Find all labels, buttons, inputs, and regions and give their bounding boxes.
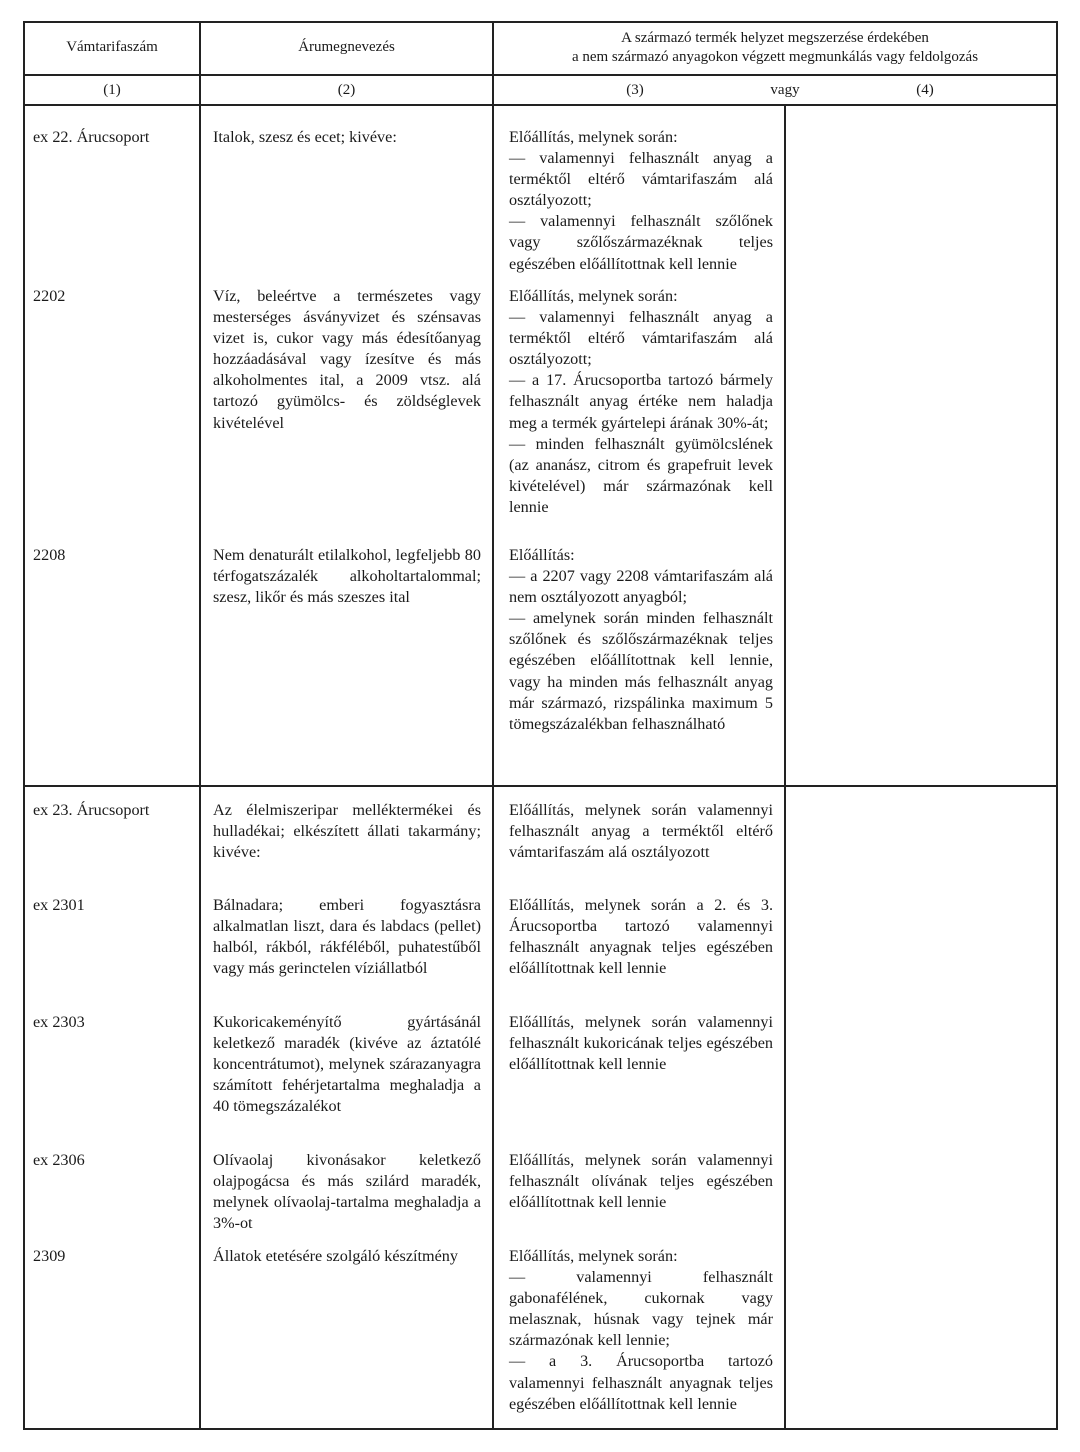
row-code: ex 2301 <box>33 896 85 914</box>
row-rule <box>509 800 773 863</box>
column-divider-1-2 <box>199 21 201 1429</box>
header-col34-line1: A származó termék helyzet megszerzése érdekében <box>621 30 929 46</box>
row-rule <box>509 1150 773 1213</box>
column-divider-3-4 <box>784 104 786 1429</box>
rule-paragraph: Előállítás, melynek során valamennyi felhasznált anyag a terméktől eltérő vámtarifaszám alá osztályozott <box>509 801 773 862</box>
rule-paragraph: Előállítás, melynek során: <box>509 287 678 305</box>
row-rule <box>509 1012 773 1075</box>
header-col34-line2: a nem származó anyagokon végzett megmunkálás vagy feldolgozás <box>571 49 979 65</box>
rule-paragraph: — valamennyi felhasznált gabonafélének, cukornak vagy melasznak, húsnak vagy tejnek már származónak kell lennie; <box>509 1268 773 1350</box>
rule-paragraph: — valamennyi felhasznált anyag a terméktől eltérő vámtarifaszám alá osztályozott; <box>509 308 773 369</box>
rule-paragraph: Előállítás: <box>509 546 575 564</box>
rule-paragraph: Előállítás, melynek során valamennyi felhasznált olívának teljes egészében előállítottnak kell lennie <box>509 1151 773 1212</box>
column-divider-2-3 <box>492 21 494 1429</box>
row-description: Víz, beleértve a természetes vagy mesterséges ásványvizet és szénsavas vizet is, cukor vagy más édesítőanyag hozzáadásával vagy ízesítve és más alkoholmentes ital, a 2009 vtsz. alá tartozó gyümölcs- és zöldséglevek kivételével <box>213 287 481 432</box>
row-code: ex 23. Árucsoport <box>33 801 150 819</box>
row-description: Italok, szesz és ecet; kivéve: <box>213 128 397 146</box>
row-description: Nem denaturált etilalkohol, legfeljebb 80 térfogatszázalék alkoholtartalommal; szesz, likőr és más szeszes ital <box>213 546 481 607</box>
row-description: Állatok etetésére szolgáló készítmény <box>213 1247 458 1265</box>
row-rule <box>509 127 773 275</box>
rule-paragraph: — a 2207 vagy 2208 vámtarifaszám alá nem osztályozott anyagból; <box>509 567 773 607</box>
table-right-border <box>1056 21 1058 1429</box>
chapter-divider <box>23 785 1058 787</box>
row-description: Olívaolaj kivonásakor keletkező olajpogácsa és más szilárd maradék, melynek olívaolaj-tartalma meghaladja a 3%-ot <box>213 1151 481 1233</box>
row-description: Kukoricakeményítő gyártásánál keletkező maradék (kivéve az áztatólé koncentrátumot), melynek szárazanyagra számított fehérjetartalma meghaladja a 40 tömegszázalékot <box>213 1013 481 1116</box>
header-num2: (2) <box>337 82 356 98</box>
rule-paragraph: — valamennyi felhasznált szőlőnek vagy szőlőszármazéknak teljes egészében előállítottnak kell lennie <box>509 212 773 273</box>
rule-paragraph: Előállítás, melynek során a 2. és 3. Árucsoportba tartozó valamennyi felhasznált anyagnak teljes egészében előállítottnak kell lennie <box>509 896 773 978</box>
header-num1: (1) <box>103 82 121 98</box>
header-col2: Árumegnevezés <box>298 39 395 55</box>
row-code: 2208 <box>33 546 66 564</box>
rule-paragraph: — a 17. Árucsoportba tartozó bármely felhasznált anyag értéke nem haladja meg a termék gyártelepi árának 30%-át; <box>509 371 773 432</box>
header-num4: (4) <box>916 82 934 98</box>
row-rule <box>509 895 773 979</box>
rule-paragraph: — minden felhasznált gyümölcslének (az ananász, citrom és grapefruit levek kivételével) már származónak kell lennie <box>509 434 773 516</box>
header-vagy: vagy <box>770 82 800 98</box>
row-description: Bálnadara; emberi fogyasztásra alkalmatlan liszt, dara és labdacs (pellet) halból, rákból, rákféléből, puhatestűből vagy más gerinctelen víziállatból <box>213 896 481 978</box>
rule-paragraph: — a 3. Árucsoportba tartozó valamennyi felhasznált anyagnak teljes egészében előállítottnak kell lennie <box>509 1352 773 1413</box>
row-code: ex 2303 <box>33 1013 85 1031</box>
table-top-border <box>23 21 1058 23</box>
column-number-divider <box>23 104 1058 106</box>
rule-paragraph: — amelynek során minden felhasznált szőlőnek és szőlőszármazéknak teljes egészében előállítottnak kell lennie, vagy ha minden más felhasznált anyag már származó, rizspálinka maximum 5 tömegszázalékban felhasználható <box>509 609 773 733</box>
rule-paragraph: Előállítás, melynek során: <box>509 128 678 146</box>
header-num3: (3) <box>626 82 644 98</box>
rule-paragraph: Előállítás, melynek során valamennyi felhasznált kukoricának teljes egészében előállítottnak kell lennie <box>509 1013 773 1074</box>
header-divider <box>23 74 1058 76</box>
row-rule <box>509 1246 773 1415</box>
row-code: ex 22. Árucsoport <box>33 128 150 146</box>
rule-paragraph: Előállítás, melynek során: <box>509 1247 678 1265</box>
table-left-border <box>23 21 25 1429</box>
rule-paragraph: — valamennyi felhasznált anyag a terméktől eltérő vámtarifaszám alá osztályozott; <box>509 149 773 210</box>
row-rule <box>509 286 773 518</box>
row-code: 2202 <box>33 287 66 305</box>
table-bottom-border <box>23 1428 1058 1430</box>
row-code: ex 2306 <box>33 1151 85 1169</box>
row-rule <box>509 545 773 735</box>
row-code: 2309 <box>33 1247 66 1265</box>
header-col1: Vámtarifaszám <box>66 39 158 55</box>
row-description: Az élelmiszeripar melléktermékei és hulladékai; elkészített állati takarmány; kivéve: <box>213 801 481 862</box>
